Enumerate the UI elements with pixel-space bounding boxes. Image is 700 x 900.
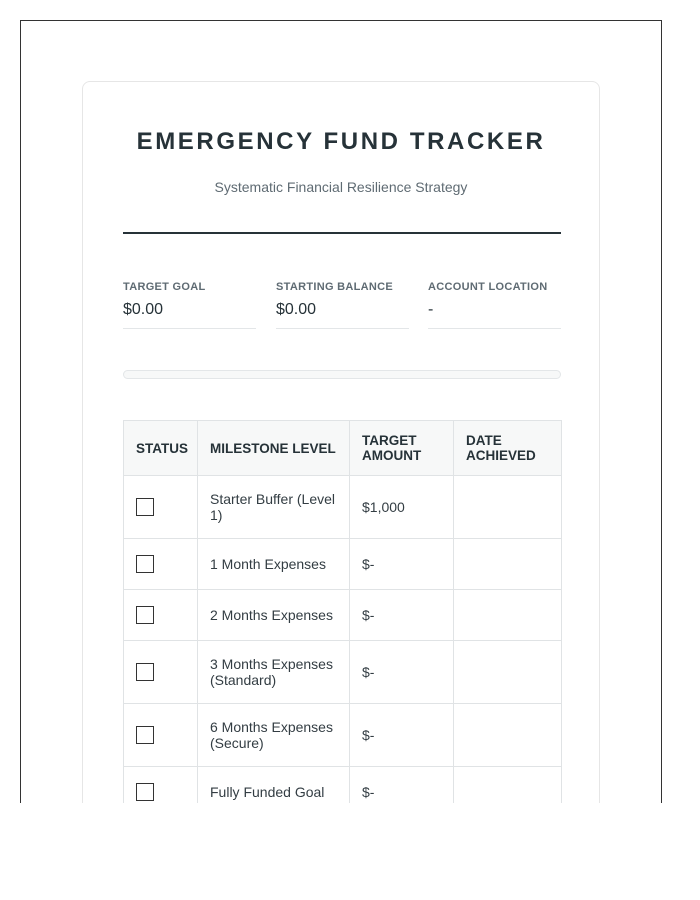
date-achieved-cell[interactable] — [454, 539, 562, 590]
status-cell — [124, 590, 198, 641]
milestone-checkbox[interactable] — [136, 606, 154, 624]
progress-bar — [123, 370, 561, 379]
target-amount-cell: $- — [350, 704, 454, 767]
column-header-target-amount: TARGET AMOUNT — [350, 421, 454, 476]
target-goal-label: TARGET GOAL — [123, 281, 206, 293]
milestone-checkbox[interactable] — [136, 726, 154, 744]
table-row — [124, 704, 562, 767]
column-header-status: STATUS — [124, 421, 198, 476]
account-location-field[interactable] — [428, 281, 561, 329]
starting-balance-value[interactable]: $0.00 — [276, 301, 317, 318]
milestone-checkbox[interactable] — [136, 498, 154, 516]
milestone-cell: 6 Months Expenses (Secure) — [198, 704, 350, 767]
title-divider — [123, 232, 561, 234]
table-row — [124, 476, 562, 539]
table-header-row — [124, 421, 562, 476]
milestone-cell: 1 Month Expenses — [198, 539, 350, 590]
date-achieved-cell[interactable] — [454, 704, 562, 767]
page-frame — [20, 20, 662, 803]
milestone-cell: 2 Months Expenses — [198, 590, 350, 641]
milestone-cell: 3 Months Expenses (Standard) — [198, 641, 350, 704]
milestone-checkbox[interactable] — [136, 555, 154, 573]
date-achieved-cell[interactable] — [454, 641, 562, 704]
date-achieved-cell[interactable] — [454, 590, 562, 641]
table-row — [124, 641, 562, 704]
table-row — [124, 539, 562, 590]
column-header-date-achieved: DATE ACHIEVED — [454, 421, 562, 476]
status-cell — [124, 767, 198, 804]
info-row — [123, 281, 561, 329]
date-achieved-cell[interactable] — [454, 767, 562, 804]
tracker-card — [82, 81, 600, 803]
starting-balance-field[interactable] — [276, 281, 409, 329]
account-location-label: ACCOUNT LOCATION — [428, 281, 548, 293]
milestone-checkbox[interactable] — [136, 663, 154, 681]
target-amount-cell: $- — [350, 590, 454, 641]
page-subtitle: Systematic Financial Resilience Strategy — [214, 179, 468, 195]
starting-balance-label: STARTING BALANCE — [276, 281, 394, 293]
milestones-table — [123, 420, 562, 803]
table-row — [124, 590, 562, 641]
table-row — [124, 767, 562, 804]
target-goal-value[interactable]: $0.00 — [123, 301, 164, 318]
column-header-milestone: MILESTONE LEVEL — [198, 421, 350, 476]
account-location-value[interactable]: - — [428, 301, 434, 318]
status-cell — [124, 704, 198, 767]
status-cell — [124, 539, 198, 590]
milestone-cell: Starter Buffer (Level 1) — [198, 476, 350, 539]
milestone-checkbox[interactable] — [136, 783, 154, 801]
target-amount-cell: $1,000 — [350, 476, 454, 539]
target-amount-cell: $- — [350, 641, 454, 704]
milestone-cell: Fully Funded Goal — [198, 767, 350, 804]
target-amount-cell: $- — [350, 767, 454, 804]
target-amount-cell: $- — [350, 539, 454, 590]
target-goal-field[interactable] — [123, 281, 256, 329]
status-cell — [124, 641, 198, 704]
status-cell — [124, 476, 198, 539]
page-title: EMERGENCY FUND TRACKER — [136, 128, 546, 155]
date-achieved-cell[interactable] — [454, 476, 562, 539]
